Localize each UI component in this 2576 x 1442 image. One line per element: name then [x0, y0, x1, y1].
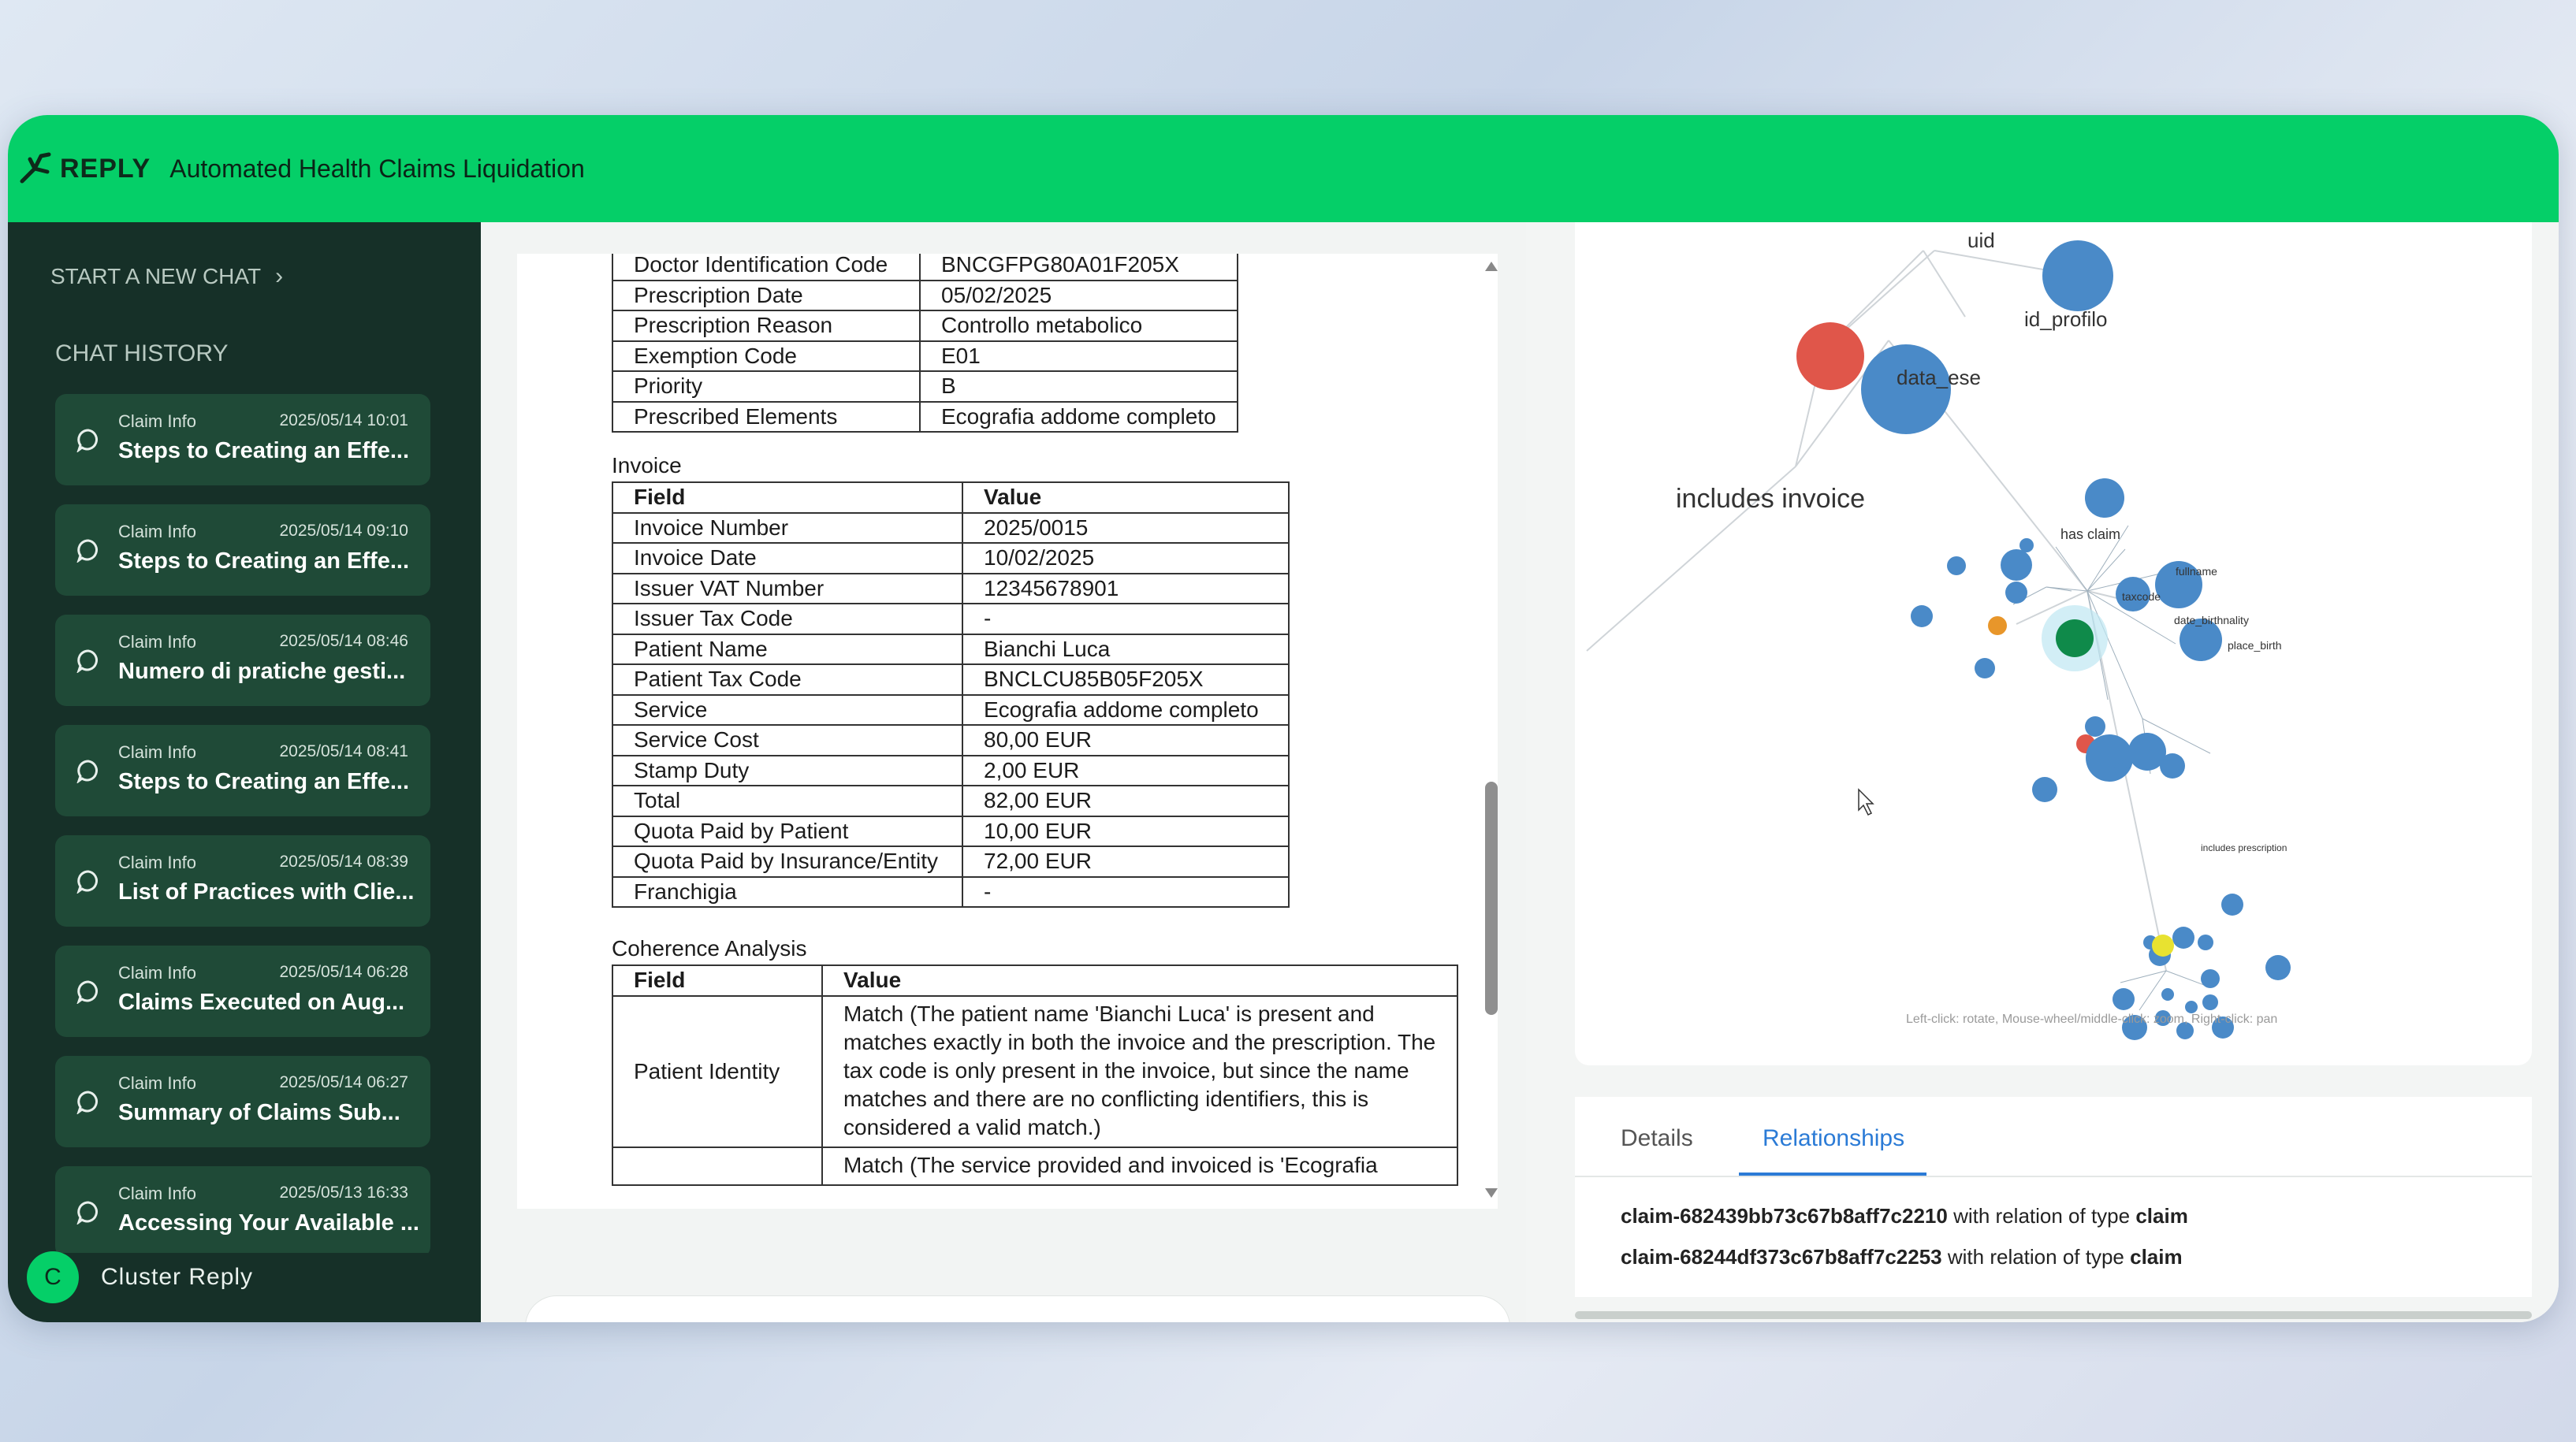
table-cell-field: Quota Paid by Patient [612, 816, 962, 847]
graph-node[interactable] [1988, 616, 2007, 635]
chat-bubble-icon [76, 979, 101, 1004]
chat-category: Claim Info [118, 411, 197, 431]
graph-label-taxcode: taxcode [2122, 590, 2161, 603]
table-row [612, 877, 1289, 908]
table-row [612, 1147, 1457, 1185]
chat-date: 2025/05/14 10:01 [279, 411, 408, 429]
graph-node[interactable] [2085, 716, 2105, 737]
graph-node[interactable] [2113, 988, 2135, 1010]
graph-label-nationality: date_birthnality [2174, 614, 2249, 626]
graph-label-fullname: fullname [2176, 565, 2217, 578]
graph-label-uid: uid [1967, 229, 1995, 252]
assistant-message[interactable] [517, 254, 1498, 1209]
relationship-item[interactable] [1621, 1245, 2183, 1269]
table-cell-value: - [962, 877, 1289, 908]
table-cell-field: Service Cost [612, 725, 962, 756]
table-cell-value: Ecografia addome completo [962, 695, 1289, 726]
chat-history-item[interactable] [55, 725, 430, 816]
table-row [612, 695, 1289, 726]
table-cell-value: 10/02/2025 [962, 543, 1289, 574]
graph-node[interactable] [2185, 1001, 2198, 1013]
table-cell-value: 2,00 EUR [962, 756, 1289, 786]
table-cell-value: 82,00 EUR [962, 786, 1289, 816]
chat-category: Claim Info [118, 1184, 197, 1203]
invoice-section-label: Invoice [612, 453, 682, 478]
graph-label-data-ese: data_ese [1897, 366, 1981, 389]
table-cell-field: Issuer Tax Code [612, 604, 962, 634]
table-cell-value: E01 [920, 341, 1238, 372]
graph-label-id-profilo: id_profilo [2024, 307, 2108, 331]
chat-title: Steps to Creating an Effe... [118, 548, 409, 574]
message-composer [525, 1295, 1512, 1322]
graph-node[interactable] [2198, 935, 2213, 950]
graph-node[interactable] [2019, 538, 2034, 552]
user-profile[interactable] [27, 1251, 253, 1303]
graph-node[interactable] [2086, 734, 2133, 782]
relationship-id: claim-682439bb73c67b8aff7c2210 [1621, 1204, 1948, 1228]
header-value: Value [822, 965, 1457, 996]
avatar: C [27, 1251, 79, 1303]
table-cell-field: Doctor Identification Code [612, 254, 920, 281]
chat-bubble-icon [76, 537, 101, 563]
chat-title: Numero di pratiche gesti... [118, 659, 406, 684]
app-window [8, 115, 2559, 1322]
graph-node[interactable] [2005, 582, 2027, 604]
graph-label-has-claim: has claim [2060, 526, 2121, 542]
chat-title: Steps to Creating an Effe... [118, 438, 409, 463]
chat-date: 2025/05/14 08:39 [279, 853, 408, 871]
graph-node[interactable] [2265, 955, 2291, 980]
chat-history-item[interactable] [55, 504, 430, 596]
prescription-table [612, 254, 1238, 433]
graph-label-includes-invoice: includes invoice [1676, 484, 1866, 514]
table-cell-field: Service [612, 695, 962, 726]
message-content [612, 254, 1447, 1186]
chat-category: Claim Info [118, 853, 197, 872]
table-cell-value: 80,00 EUR [962, 725, 1289, 756]
relationship-type: claim [2135, 1204, 2188, 1228]
table-row [612, 254, 1238, 281]
scroll-up-arrow-icon[interactable] [1485, 262, 1498, 271]
chat-bubble-icon [76, 758, 101, 783]
graph-node[interactable] [2114, 763, 2127, 775]
graph-node[interactable] [1975, 658, 1995, 678]
graph-node[interactable] [2085, 478, 2124, 518]
graph-node[interactable] [2001, 549, 2032, 581]
table-cell-value: Ecografia addome completo [920, 402, 1238, 433]
table-cell-field: Priority [612, 371, 920, 402]
chat-title: List of Practices with Clie... [118, 879, 415, 905]
relationship-text: with relation of type [1947, 1245, 2124, 1269]
chat-title: Steps to Creating an Effe... [118, 769, 409, 794]
scroll-down-arrow-icon[interactable] [1485, 1188, 1498, 1198]
table-cell-field: Patient Identity [612, 996, 822, 1147]
relationship-id: claim-68244df373c67b8aff7c2253 [1621, 1245, 1942, 1269]
chat-category: Claim Info [118, 742, 197, 762]
table-cell-field [612, 1147, 822, 1185]
table-row [612, 402, 1238, 433]
chat-date: 2025/05/14 06:28 [279, 963, 408, 981]
table-cell-field: Issuer VAT Number [612, 574, 962, 604]
mouse-cursor-icon [1859, 790, 1873, 815]
top-bar [8, 115, 2559, 222]
table-cell-field: Franchigia [612, 877, 962, 908]
table-row [612, 846, 1289, 877]
table-row [612, 756, 1289, 786]
graph-node[interactable] [2202, 994, 2218, 1010]
app-title: Automated Health Claims Liquidation [169, 154, 585, 183]
graph-node[interactable] [2152, 935, 2174, 957]
chat-history-item[interactable] [55, 1056, 430, 1147]
graph-node[interactable] [2201, 969, 2220, 988]
details-panel [1575, 1097, 2532, 1297]
table-row [612, 664, 1289, 695]
relationship-text: with relation of type [1953, 1204, 2131, 1228]
table-row [612, 513, 1289, 544]
chat-date: 2025/05/14 08:46 [279, 632, 408, 650]
chat-history-item[interactable] [55, 615, 430, 706]
graph-node[interactable] [2032, 777, 2057, 802]
table-cell-field: Patient Name [612, 634, 962, 665]
logo-text: REPLY [60, 153, 151, 184]
graph-node[interactable] [1861, 344, 1951, 434]
coherence-section-label: Coherence Analysis [612, 936, 807, 961]
reply-logo-icon [17, 151, 55, 186]
tab-relationships[interactable]: Relationships [1763, 1125, 1905, 1151]
chevron-right-icon: › [275, 263, 284, 289]
user-name: Cluster Reply [101, 1264, 254, 1290]
composer-box [525, 1295, 1510, 1322]
header-field: Field [612, 965, 822, 996]
table-row [612, 543, 1289, 574]
chat-title: Summary of Claims Sub... [118, 1100, 400, 1125]
table-cell-value: 12345678901 [962, 574, 1289, 604]
table-cell-value: 05/02/2025 [920, 281, 1238, 311]
table-cell-value: Match (The service provided and invoiced is 'Ecografia [822, 1147, 1457, 1185]
chat-history-list[interactable] [55, 394, 438, 1253]
chat-bubble-icon [76, 427, 101, 452]
chat-category: Claim Info [118, 963, 197, 983]
graph-node[interactable] [2056, 619, 2094, 657]
table-row [612, 786, 1289, 816]
invoice-table [612, 481, 1290, 908]
relationship-type: claim [2130, 1245, 2183, 1269]
graph-controls-hint: Left-click: rotate, Mouse-wheel/middle-click: zoom, Right-click: pan [1906, 1013, 2278, 1026]
chat-history-item[interactable] [55, 394, 430, 485]
graph-node[interactable] [1911, 605, 1933, 627]
chat-date: 2025/05/14 08:41 [279, 742, 408, 760]
tab-details[interactable]: Details [1621, 1125, 1693, 1151]
table-cell-field: Total [612, 786, 962, 816]
table-cell-field: Patient Tax Code [612, 664, 962, 695]
table-cell-field: Invoice Date [612, 543, 962, 574]
table-cell-field: Quota Paid by Insurance/Entity [612, 846, 962, 877]
graph-canvas[interactable] [1575, 222, 2532, 1065]
graph-node[interactable] [2172, 927, 2194, 949]
chat-panel [481, 222, 1526, 1322]
chat-bubble-icon [76, 1199, 101, 1225]
sidebar [8, 222, 481, 1322]
graph-node[interactable] [1796, 322, 1864, 390]
chat-category: Claim Info [118, 522, 197, 541]
chat-history-title: CHAT HISTORY [55, 340, 229, 366]
table-header-row [612, 965, 1457, 996]
table-row [612, 634, 1289, 665]
chat-category: Claim Info [118, 632, 197, 652]
table-row [612, 281, 1238, 311]
graph-node[interactable] [2161, 988, 2174, 1001]
chat-title: Accessing Your Available ... [118, 1210, 419, 1236]
graph-label-includes-prescription: includes prescription [2201, 842, 2288, 853]
table-row [612, 816, 1289, 847]
relationship-item[interactable] [1621, 1204, 2188, 1228]
table-cell-value: BNCGFPG80A01F205X [920, 254, 1238, 281]
knowledge-graph-view[interactable] [1575, 222, 2532, 1065]
header-field: Field [612, 482, 962, 513]
table-cell-field: Prescription Reason [612, 310, 920, 341]
graph-node[interactable] [1947, 556, 1966, 575]
graph-node[interactable] [2221, 894, 2243, 916]
table-cell-field: Prescription Date [612, 281, 920, 311]
reply-logo[interactable] [17, 151, 151, 186]
horizontal-scrollbar[interactable] [1575, 1311, 2532, 1319]
table-cell-value: Bianchi Luca [962, 634, 1289, 665]
chat-bubble-icon [76, 868, 101, 894]
tab-divider [1575, 1176, 2532, 1177]
table-row [612, 310, 1238, 341]
chat-date: 2025/05/13 16:33 [279, 1184, 408, 1202]
chat-history-item[interactable] [55, 1166, 430, 1253]
table-row [612, 341, 1238, 372]
table-cell-value: BNCLCU85B05F205X [962, 664, 1289, 695]
header-value: Value [962, 482, 1289, 513]
graph-nodes[interactable] [1796, 240, 2291, 1040]
graph-node[interactable] [2042, 240, 2113, 311]
scrollbar-thumb[interactable] [1485, 782, 1498, 1015]
table-row [612, 725, 1289, 756]
table-row [612, 371, 1238, 402]
right-panel [1526, 222, 2559, 1322]
graph-label-place-birth: place_birth [2228, 639, 2282, 652]
message-scrollbar[interactable] [1483, 254, 1498, 1209]
table-cell-field: Stamp Duty [612, 756, 962, 786]
table-cell-value: 2025/0015 [962, 513, 1289, 544]
graph-node[interactable] [2160, 753, 2185, 779]
table-cell-value: - [962, 604, 1289, 634]
table-cell-field: Invoice Number [612, 513, 962, 544]
chat-bubble-icon [76, 1089, 101, 1114]
table-cell-field: Exemption Code [612, 341, 920, 372]
table-cell-field: Prescribed Elements [612, 402, 920, 433]
chat-date: 2025/05/14 06:27 [279, 1073, 408, 1091]
chat-history-item[interactable] [55, 835, 430, 927]
table-row [612, 604, 1289, 634]
new-chat-label: START A NEW CHAT [50, 264, 262, 288]
chat-title: Claims Executed on Aug... [118, 990, 405, 1015]
chat-history-item[interactable] [55, 946, 430, 1037]
table-cell-value: Match (The patient name 'Bianchi Luca' is present and matches exactly in both the invoice and the prescription. The tax code is only present in the invoice, but since the name matches and there are no conflicting identifiers, this is considered a valid match.) [822, 996, 1457, 1147]
table-cell-value: B [920, 371, 1238, 402]
table-row [612, 574, 1289, 604]
chat-bubble-icon [76, 648, 101, 673]
chat-category: Claim Info [118, 1073, 197, 1093]
chat-date: 2025/05/14 09:10 [279, 522, 408, 540]
table-header-row [612, 482, 1289, 513]
table-row [612, 996, 1457, 1147]
new-chat-button[interactable] [50, 263, 283, 290]
table-cell-value: Controllo metabolico [920, 310, 1238, 341]
table-cell-value: 72,00 EUR [962, 846, 1289, 877]
coherence-table [612, 964, 1458, 1186]
table-cell-value: 10,00 EUR [962, 816, 1289, 847]
